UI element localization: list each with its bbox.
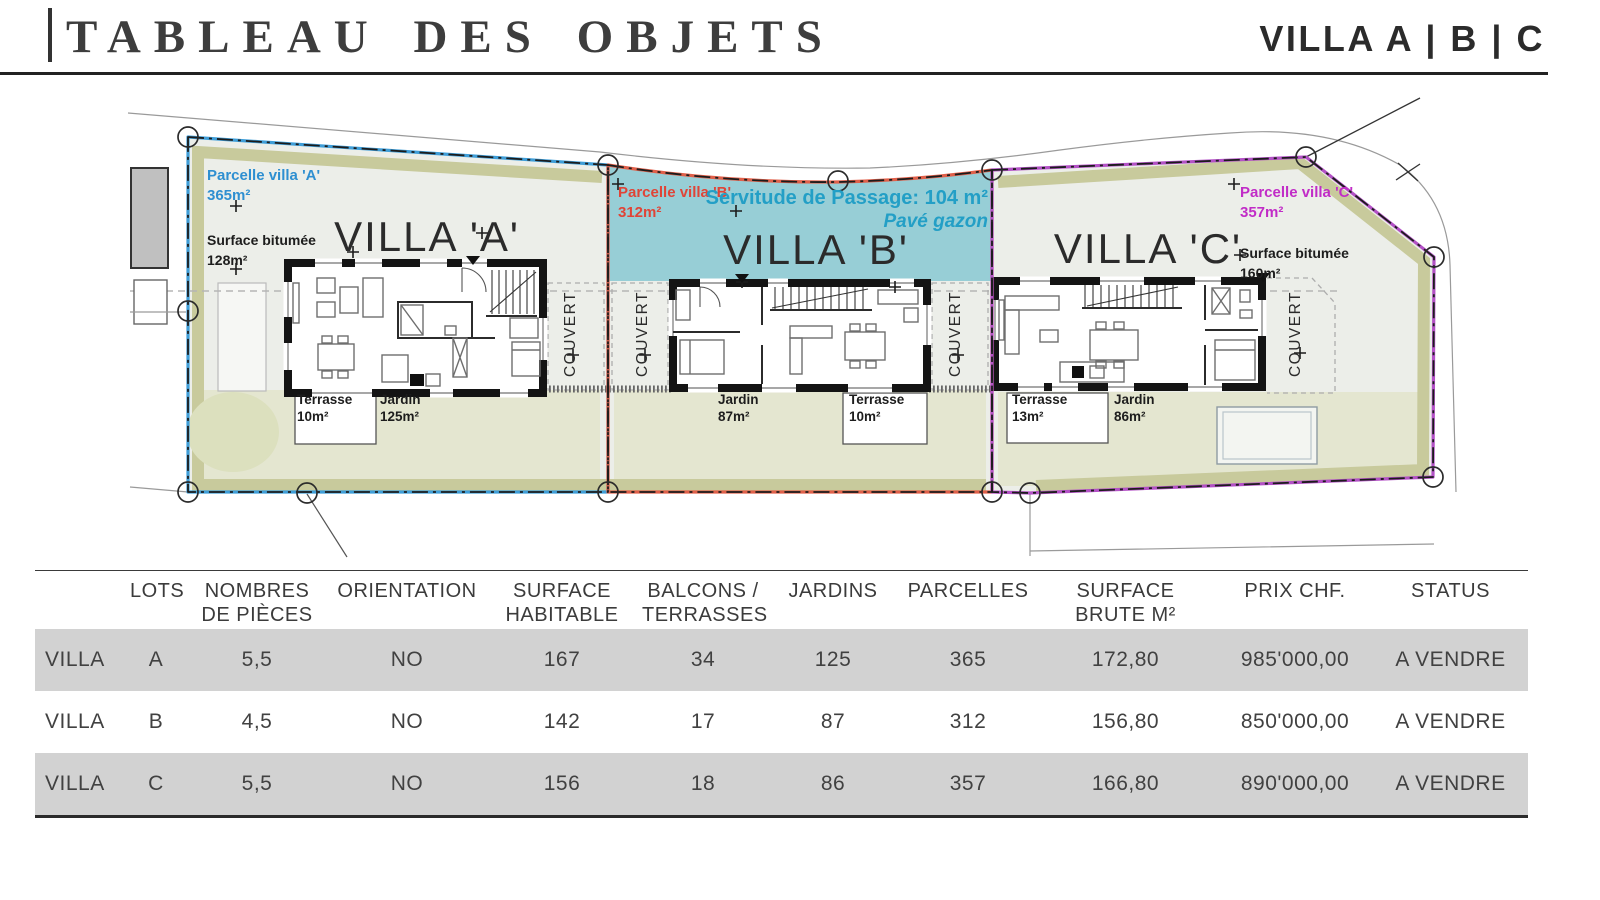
parcel-a-area: 365m² — [207, 187, 251, 204]
terrace-b-label: Terrasse — [849, 392, 905, 407]
garden-b — [614, 390, 986, 487]
surface-c-label: Surface bitumée — [1240, 245, 1349, 261]
neighbour-annex — [134, 280, 167, 324]
row-c-brute: 166,80 — [1091, 772, 1160, 795]
col-lots: LOTS — [130, 580, 185, 602]
parcel-b-label: Parcelle villa 'B' — [618, 184, 732, 201]
row-b-parcelles: 312 — [949, 710, 987, 733]
terrace-b-area: 10m² — [849, 409, 881, 424]
servitude-sublabel: Pavé gazon — [883, 211, 988, 232]
col-balcons: BALCONS / TERRASSES — [642, 580, 768, 626]
house-a — [284, 259, 548, 398]
row-c-balcons: 18 — [690, 772, 716, 795]
objects-table — [35, 570, 1528, 818]
col-prix: PRIX CHF. — [1244, 580, 1346, 602]
row-a-orientation: NO — [390, 648, 424, 671]
row-c-lot: C — [148, 772, 164, 795]
col-surface-brute: SURFACE BRUTE M² — [1075, 580, 1176, 626]
row-a-surface: 167 — [543, 648, 581, 671]
villa-b-title: VILLA 'B' — [723, 226, 909, 273]
row-b-brute: 156,80 — [1091, 710, 1160, 733]
row-c-surface: 156 — [543, 772, 581, 795]
parking-a — [218, 283, 266, 391]
couvert-c-label: COUVERT — [1287, 290, 1304, 378]
col-jardins: JARDINS — [788, 580, 878, 602]
page-title: TABLEAU DES OBJETS — [66, 11, 835, 63]
terrace-c-area: 13m² — [1012, 409, 1044, 424]
row-c-parcelles: 357 — [949, 772, 987, 795]
house-c — [991, 277, 1267, 392]
row-a-lot: A — [148, 648, 164, 671]
jardin-c-label: Jardin — [1114, 392, 1155, 407]
row-b-pieces: 4,5 — [241, 710, 273, 733]
row-c-orientation: NO — [390, 772, 424, 795]
tree-icon — [187, 392, 279, 472]
col-pieces: NOMBRES DE PIÈCES — [201, 580, 313, 626]
jardin-b-label: Jardin — [718, 392, 759, 407]
row-a-prix: 985'000,00 — [1240, 648, 1350, 671]
couvert-a-label: COUVERT — [562, 290, 579, 378]
villa-c-title: VILLA 'C' — [1053, 225, 1243, 272]
jardin-a-area: 125m² — [380, 409, 420, 424]
terrace-a-label: Terrasse — [297, 392, 353, 407]
servitude-label: Servitude de Passage: 104 m² — [705, 187, 988, 209]
surface-a-label: Surface bitumée — [207, 232, 316, 248]
row-a-status: A VENDRE — [1395, 648, 1506, 671]
row-a-prefix: VILLA — [45, 648, 105, 671]
terrace-c-label: Terrasse — [1012, 392, 1068, 407]
col-status: STATUS — [1411, 580, 1490, 602]
table-bottom-rule — [35, 815, 1528, 818]
row-a-parcelles: 365 — [949, 648, 987, 671]
row-b-balcons: 17 — [690, 710, 716, 733]
col-orientation: ORIENTATION — [337, 580, 477, 602]
villa-a-title: VILLA 'A' — [334, 213, 520, 260]
table-row-villa-a — [35, 629, 1528, 691]
dimension-lines — [1030, 494, 1434, 556]
row-a-jardins: 125 — [814, 648, 852, 671]
row-a-balcons: 34 — [690, 648, 716, 671]
row-a-pieces: 5,5 — [241, 648, 273, 671]
row-c-prix: 890'000,00 — [1240, 772, 1350, 795]
couvert-b-right-label: COUVERT — [947, 290, 964, 378]
row-a-brute: 172,80 — [1091, 648, 1160, 671]
row-c-jardins: 86 — [820, 772, 846, 795]
table-row-villa-b — [35, 691, 1528, 753]
row-c-pieces: 5,5 — [241, 772, 273, 795]
table-header-row — [35, 571, 1528, 629]
pool-c — [1217, 407, 1317, 464]
house-b — [669, 279, 932, 393]
survey-cross-icon — [1396, 163, 1420, 181]
jardin-c-area: 86m² — [1114, 409, 1146, 424]
jardin-a-label: Jardin — [380, 392, 421, 407]
parcel-a-label: Parcelle villa 'A' — [207, 167, 321, 184]
parcel-c-area: 357m² — [1240, 204, 1284, 221]
terrace-a-area: 10m² — [297, 409, 329, 424]
table-row-villa-c — [35, 753, 1528, 815]
row-b-jardins: 87 — [820, 710, 846, 733]
parcel-b-area: 312m² — [618, 204, 662, 221]
header-villa-title: VILLA A | B | C — [1259, 18, 1545, 59]
col-surface-habitable: SURFACE HABITABLE — [505, 580, 619, 626]
col-parcelles: PARCELLES — [907, 580, 1029, 602]
row-b-prefix: VILLA — [45, 710, 105, 733]
couvert-b-left-label: COUVERT — [634, 290, 651, 378]
row-b-orientation: NO — [390, 710, 424, 733]
row-c-prefix: VILLA — [45, 772, 105, 795]
row-b-status: A VENDRE — [1395, 710, 1506, 733]
surface-a-area: 128m² — [207, 252, 248, 268]
surface-c-area: 160m² — [1240, 265, 1281, 281]
row-c-status: A VENDRE — [1395, 772, 1506, 795]
row-b-lot: B — [148, 710, 164, 733]
row-b-prix: 850'000,00 — [1240, 710, 1350, 733]
boundary-ray-bottom — [307, 494, 347, 557]
neighbour-building — [131, 168, 168, 268]
row-b-surface: 142 — [543, 710, 581, 733]
jardin-b-area: 87m² — [718, 409, 750, 424]
parcel-c-label: Parcelle villa 'C' — [1240, 184, 1354, 201]
table-header-spacer — [35, 579, 130, 629]
